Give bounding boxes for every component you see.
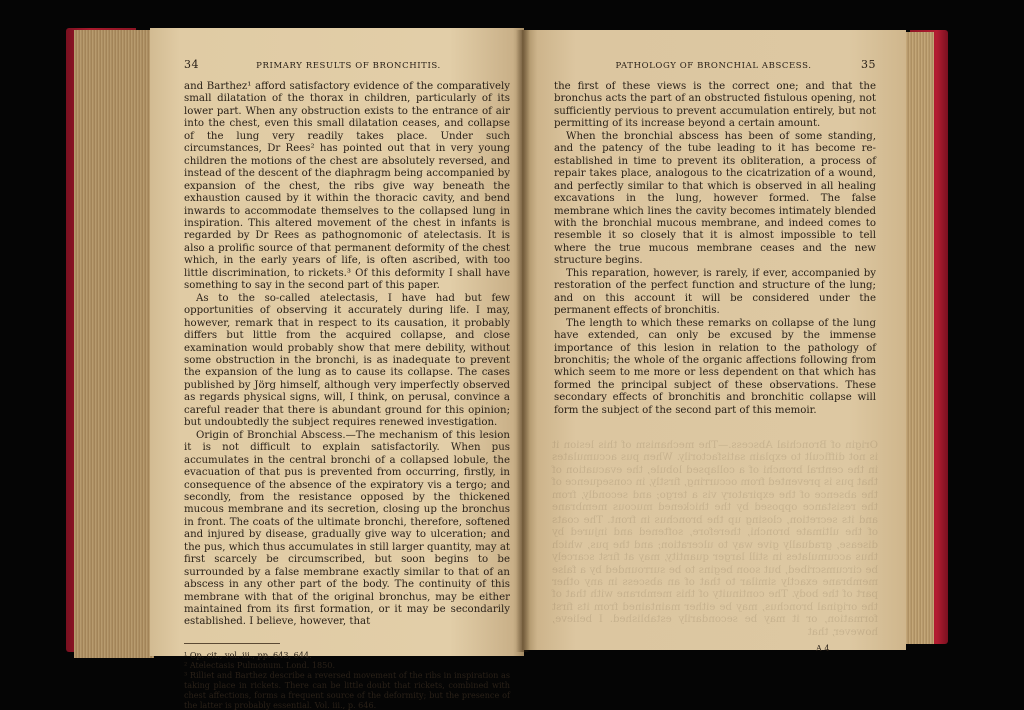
right-page-number: 35: [861, 58, 876, 71]
footnotes: [184, 650, 510, 710]
left-paragraph: As to the so-called atelectasis, I have had but few opportunities of observing it accurately during life. I may, however, remark that in respect to its causation, it probably differs but little from the acquired collapse, and close examination would probably show that mere debility, without some obstruction in the bronchi, is as inadequate to prevent the expansion of the lung as to cause its collapse. The cases published by Jörg himself, although very imperfectly observed as regards physical signs, will, I think, on perusal, convince a careful reader that there is abundant ground for this opinion; but undoubtedly the subject requires renewed investigation.: [184, 292, 510, 429]
book-gutter: [516, 30, 530, 652]
right-body-text: [554, 81, 876, 417]
footnote: ³ Rilliet and Barthez describe a reversed movement of the ribs in inspiration as taking place in rickets. There can be little doubt that rickets, combined with chest affections, forms a frequent source of the deformity; but the presence of the latter is probably essential. Vol. iii., p. 646.: [184, 669, 510, 710]
left-paragraph: Origin of Bronchial Abscess.—The mechanism of this lesion it is not difficult to explain satisfactorily. When pus accumulates in the central bronchi of a collapsed lobule, the evacuation of that pus is prevented from occurring, firstly, in consequence of the absence of the expiratory vis a tergo; and secondly, from the resistance opposed by the thickened mucous membrane and its secretion, closing up the bronchus in front. The coats of the ultimate bronchi, therefore, softened and injured by disease, gradually give way to ulceration; and the pus, which thus accumulates in still larger quantity, may at first scarcely be circumscribed, but soon begins to be surrounded by a false membrane exactly similar to that of an abscess in any other part of the body. The continuity of this membrane with that of the original bronchus, may be either maintained from its first formation, or it may be secondarily established. I believe, however, that: [184, 429, 510, 628]
footnote: ² Atelectasis Pulmonum. Lond. 1850.: [184, 659, 336, 670]
left-page: [150, 28, 524, 710]
right-paragraph: The length to which these remarks on collapse of the lung have extended, can only be excused by the immense importance of this lesion in relation to the pathology of bronchitis; the whole of the organic affections following from which seem to me more or less dependent on that which has formed the principal subject of these observations. These secondary effects of bronchitis and bronchitic collapse will form the subject of the second part of this memoir.: [554, 317, 876, 416]
page-edges-left: [74, 30, 154, 658]
show-through-paragraph: Origin of Bronchial Abscess.—The mechanism of this lesion it is not difficult to explain satisfactorily. When pus accumulates in the central bronchi of a collapsed lobule, the evacuation of that pus is prevented from occurring, firstly, in consequence of the absence of the expiratory vis a tergo; and secondly, from the resistance opposed by the thickened mucous membrane and its secretion, closing up the bronchus in front. The coats of the ultimate bronchi, therefore, softened and injured by disease, gradually give way to ulceration; and the pus, which thus accumulates in still larger quantity, may at first scarcely be circumscribed, but soon begins to be surrounded by a false membrane exactly similar to that of an abscess in any other part of the body. The continuity of this membrane with that of the original bronchus, may be either maintained from its first formation, or it may be secondarily established. I believe, however, that: [552, 440, 878, 638]
left-body-text: [184, 81, 510, 629]
left-page-number: 34: [184, 58, 199, 71]
footnote-rule: [184, 643, 280, 644]
right-paragraph: This reparation, however, is rarely, if ever, accompanied by restoration of the perfect function and structure of the lung; and on this account it will be considered under the permanent effects of bronchitis.: [554, 267, 876, 317]
left-running-head: [184, 58, 510, 71]
right-running-head: [554, 58, 876, 71]
signature-mark: A 4: [816, 644, 830, 653]
show-through-text: [552, 440, 878, 639]
right-page: [522, 30, 906, 650]
left-paragraph: and Barthez¹ afford satisfactory evidence of the comparatively small dilatation of the thorax in children, particularly of its lower part. When any obstruction exists to the entrance of air into the chest, even this small dilatation ceases, and collapse of the lung very readily takes place. Under such circumstances, Dr Rees² has pointed out that in very young children the motions of the chest are absolutely reversed, and instead of the descent of the diaphragm being accompanied by expansion of the chest, the ribs give way beneath the exhaustion caused by it within the thoracic cavity, and bend inwards to accommodate themselves to the collapsed lung in inspiration. This altered movement of the chest in infants is regarded by Dr Rees as pathognomonic of atelectasis. It is also a prolific source of that permanent deformity of the chest which, in the early years of life, is often ascribed, with too little discrimination, to rickets.³ Of this deformity I shall have something to say in the second part of this paper.: [184, 81, 510, 292]
right-paragraph: the first of these views is the correct one; and that the bronchus acts the part of an obstructed fistulous opening, not sufficiently pervious to prevent accumulation entirely, but not permitting of its increase beyond a certain amount.: [554, 81, 876, 130]
footnote: ¹ Op. cit., vol. iii., pp. 643, 644.: [184, 649, 312, 660]
left-running-title: PRIMARY RESULTS OF BRONCHITIS.: [256, 61, 441, 71]
right-paragraph: When the bronchial abscess has been of some standing, and the patency of the tube leading to it has become re-established in time to prevent its obliteration, a process of repair takes place, analogous to the cicatrization of a wound, and perfectly similar to that which is observed in all healing excavations in the lung, however formed. The false membrane which lines the cavity becomes intimately blended with the bronchial mucous membrane, and indeed comes to resemble it so closely that it is almost impossible to tell where the true mucous membrane ceases and the new structure begins.: [554, 130, 876, 267]
right-running-title: PATHOLOGY OF BRONCHIAL ABSCESS.: [615, 61, 812, 71]
